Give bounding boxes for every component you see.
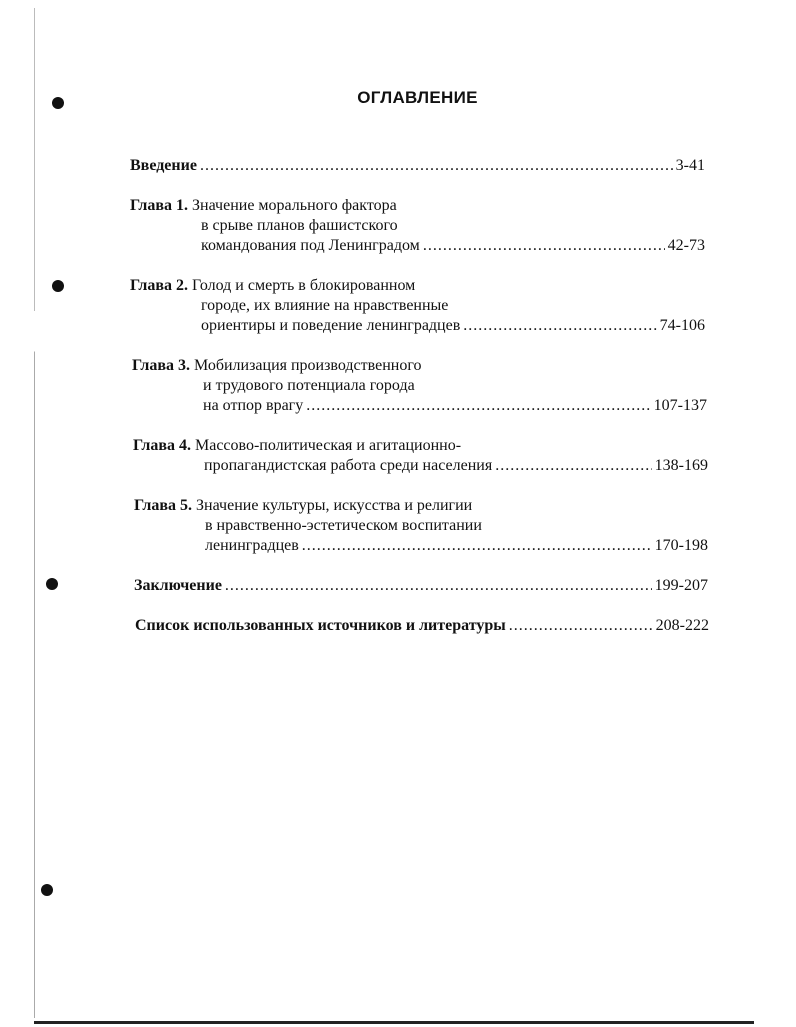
toc-line: Массово-политическая и агитационно- bbox=[195, 437, 462, 454]
toc-pages: 199-207 bbox=[654, 577, 708, 594]
toc-entry-conclusion bbox=[134, 576, 708, 596]
toc-entry-chapter-1 bbox=[130, 196, 705, 256]
dot-leader bbox=[225, 576, 652, 596]
toc-line: ленинградцев bbox=[205, 537, 299, 554]
toc-entry-chapter-2 bbox=[130, 276, 705, 336]
toc-entry-introduction bbox=[130, 156, 705, 176]
toc-line: городе, их влияние на нравственные bbox=[201, 297, 449, 314]
toc-entry-chapter-3 bbox=[132, 356, 707, 416]
toc-line: пропагандистская работа среди населения bbox=[204, 457, 493, 474]
punch-hole-mark bbox=[41, 884, 53, 896]
punch-hole-mark bbox=[46, 578, 58, 590]
toc-pages: 170-198 bbox=[654, 537, 708, 554]
toc-pages: 107-137 bbox=[653, 397, 707, 414]
scan-bottom-edge bbox=[34, 1021, 754, 1024]
scan-margin-line bbox=[34, 8, 35, 1018]
punch-hole-mark bbox=[52, 280, 64, 292]
toc-label: Заключение bbox=[134, 577, 222, 594]
dot-leader bbox=[423, 236, 665, 256]
toc-line: Мобилизация производственного bbox=[194, 357, 422, 374]
dot-leader bbox=[495, 456, 651, 476]
toc-pages: 208-222 bbox=[655, 617, 709, 634]
toc-entry-chapter-5 bbox=[134, 496, 708, 556]
toc-line: в срыве планов фашистского bbox=[201, 217, 398, 234]
page-title: ОГЛАВЛЕНИЕ bbox=[357, 88, 478, 107]
toc-label: Список использованных источников и литературы bbox=[135, 617, 506, 634]
toc-label: Введение bbox=[130, 157, 197, 174]
toc-pages: 42-73 bbox=[667, 237, 705, 254]
dot-leader bbox=[509, 616, 653, 636]
dot-leader bbox=[302, 536, 652, 556]
toc-line: ориентиры и поведение ленинградцев bbox=[201, 317, 461, 334]
dot-leader bbox=[463, 316, 656, 336]
toc-line: Значение культуры, искусства и религии bbox=[196, 497, 473, 514]
toc-line: и трудового потенциала города bbox=[203, 377, 415, 394]
toc-label: Глава 5. bbox=[134, 497, 192, 514]
toc-label: Глава 3. bbox=[132, 357, 190, 374]
dot-leader bbox=[306, 396, 650, 416]
toc-line: командования под Ленинградом bbox=[201, 237, 420, 254]
toc-label: Глава 2. bbox=[130, 277, 188, 294]
toc-line: на отпор врагу bbox=[203, 397, 304, 414]
dot-leader bbox=[200, 156, 673, 176]
toc-label: Глава 4. bbox=[133, 437, 191, 454]
toc-pages: 74-106 bbox=[659, 317, 705, 334]
toc-label: Глава 1. bbox=[130, 197, 188, 214]
toc-line: Голод и смерть в блокированном bbox=[192, 277, 416, 294]
toc-entry-chapter-4 bbox=[133, 436, 708, 476]
toc-entry-bibliography bbox=[135, 616, 709, 636]
toc-line: в нравственно-эстетическом воспитании bbox=[205, 517, 482, 534]
toc-line: Значение морального фактора bbox=[192, 197, 397, 214]
toc-pages: 138-169 bbox=[654, 457, 708, 474]
toc-pages: 3-41 bbox=[675, 157, 705, 174]
